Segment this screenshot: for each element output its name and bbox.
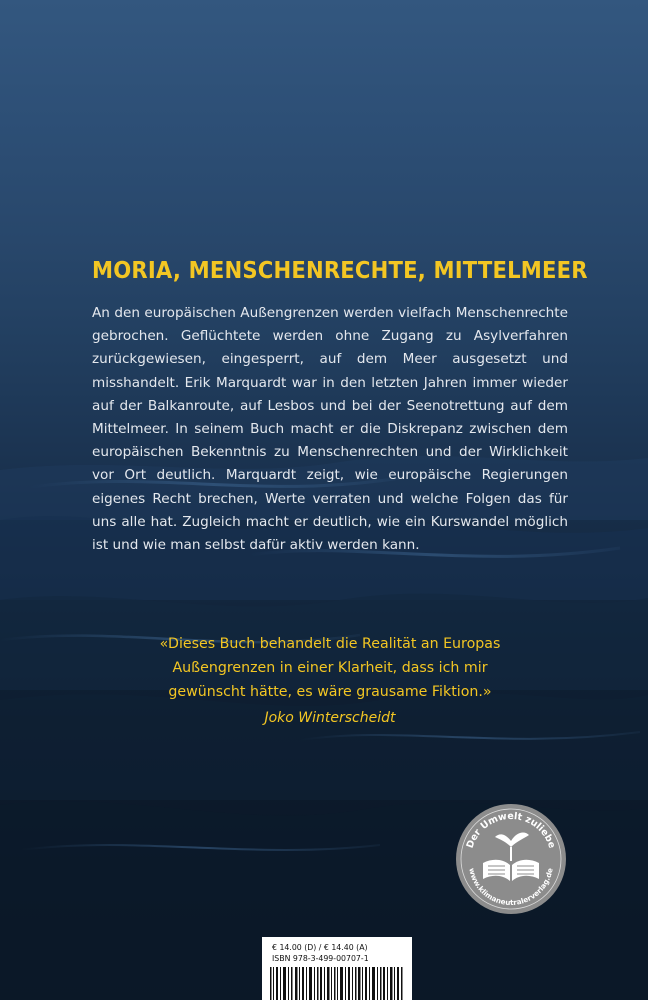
quote-line: gewünscht hätte, es wäre grausame Fiktion.» (168, 684, 492, 700)
isbn-line: ISBN 978-3-499-00707-1 (272, 954, 369, 963)
price-isbn-box (262, 937, 412, 1000)
climate-neutral-badge (455, 803, 567, 915)
barcode (270, 967, 404, 1000)
quote-author: Joko Winterscheidt (264, 710, 396, 726)
price-line: € 14.00 (D) / € 14.40 (A) (272, 943, 368, 952)
blurb-text: An den europäischen Außengrenzen werden vielfach Menschenrechte gebrochen. Geflüchtete werden ohne Zugang zu Asylverfahren zurückgewiesen, eingesperrt, auf dem Meer ausgesetzt und misshandelt. Erik Marquardt war in den letzten Jahren immer wieder auf der Balkanroute, auf Lesbos und bei der Seenotrettung auf dem Mittelmeer. In seinem Buch macht er die Diskrepanz zwischen dem europäischen Bekenntnis zu Menschenrechten und der Wirklichkeit vor Ort deutlich. Marquardt zeigt, wie europäische Regierungen eigenes Recht brechen, Werte verraten und welche Folgen das für uns alle hat. Zugleich macht er deutlich, wie ein Kurswandel möglich ist und wie man selbst dafür aktiv werden kann. (92, 305, 568, 554)
headline: MORIA, MENSCHENRECHTE, MITTELMEER (92, 256, 588, 284)
badge-top-text: Der Umwelt zuliebe (464, 810, 558, 850)
quote-line: Außengrenzen in einer Klarheit, dass ich mir (172, 660, 488, 676)
quote-block (92, 632, 568, 704)
badge-bottom-text: www.klimaneutralerverlag.de (467, 867, 555, 908)
quote-line: «Dieses Buch behandelt die Realität an Europas (159, 636, 501, 652)
